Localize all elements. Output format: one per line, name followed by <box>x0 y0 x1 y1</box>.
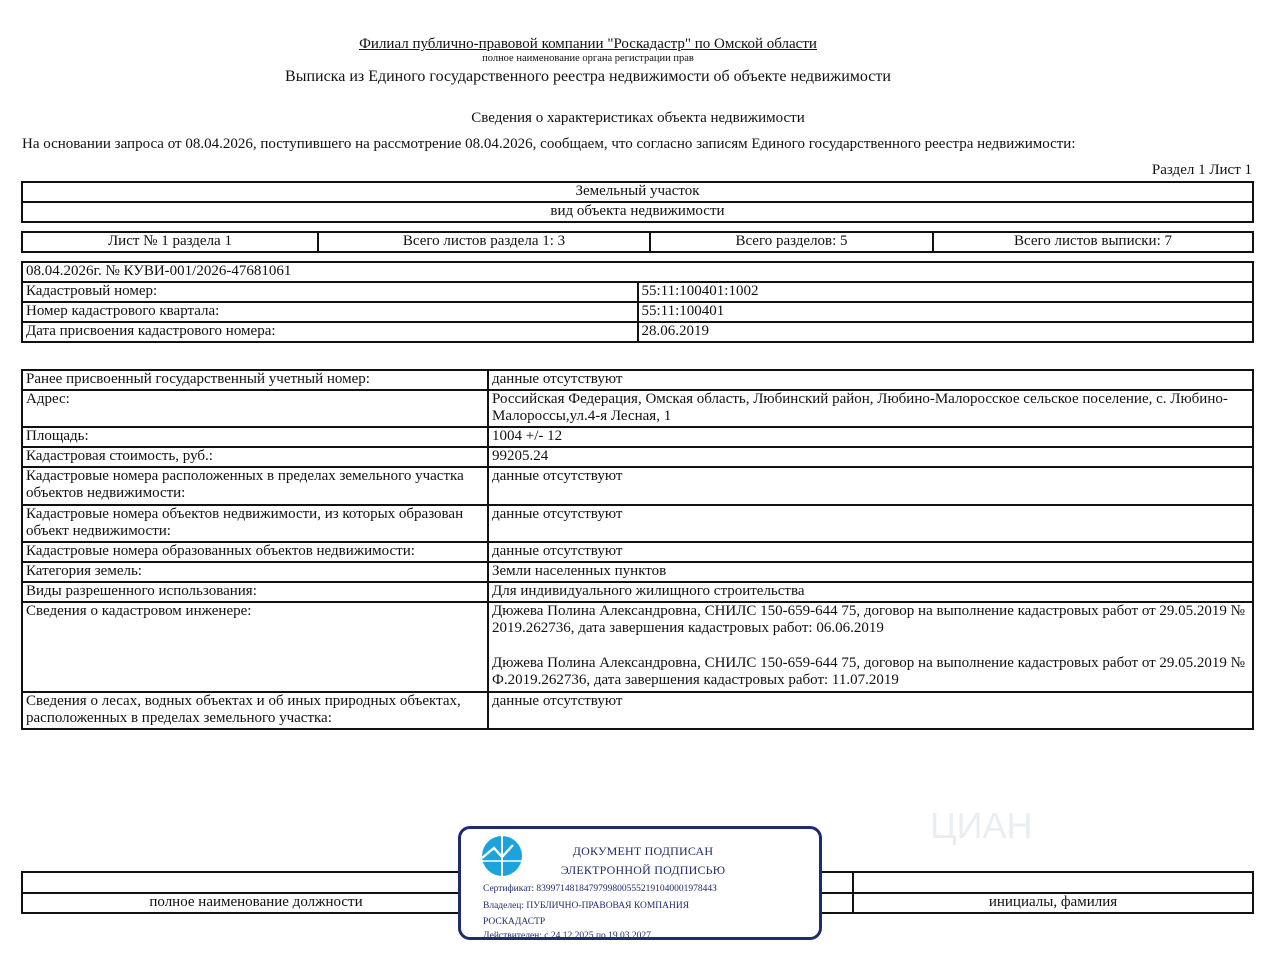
position-caption: полное наименование должности <box>22 893 490 913</box>
total-sheets: Всего листов выписки: 7 <box>933 232 1253 252</box>
registration-number: 08.04.2026г. № КУВИ-001/2026-47681061 <box>22 262 1253 282</box>
table-row <box>22 505 1253 542</box>
table-row <box>22 390 1253 427</box>
row-value: 1004 +/- 12 <box>488 427 1253 447</box>
position-field <box>22 872 490 893</box>
table-row <box>22 467 1253 505</box>
table-row <box>22 282 1253 302</box>
table-row <box>22 322 1253 342</box>
object-type-table <box>21 181 1254 223</box>
row-value <box>488 602 1253 692</box>
doc-title: Выписка из Единого государственного реестра недвижимости об объекте недвижимости <box>285 68 891 85</box>
details-table <box>21 369 1254 730</box>
row-label: Номер кадастрового квартала: <box>22 302 638 322</box>
row-value: Для индивидуального жилищного строительства <box>488 582 1253 602</box>
table-row <box>22 427 1253 447</box>
total-sections: Всего разделов: 5 <box>650 232 933 252</box>
table-row <box>22 562 1253 582</box>
row-value: данные отсутствуют <box>488 467 1253 505</box>
engineer-record-2: Дюжева Полина Александровна, СНИЛС 150-659-644 75, договор на выполнение кадастровых работ от 29.05.2019 № Ф.2019.262736, дата завершения кадастровых работ: 11.07.2019 <box>492 655 1245 688</box>
intro-text: На основании запроса от 08.04.2026, поступившего на рассмотрение 08.04.2026, сообщаем, что согласно записям Единого государственного реестра недвижимости: <box>22 136 1076 152</box>
org-name: Филиал публично-правовой компании "Роскадастр" по Омской области <box>359 36 817 52</box>
row-value: данные отсутствуют <box>488 505 1253 542</box>
row-label: Адрес: <box>22 390 488 427</box>
row-label: Сведения о кадастровом инженере: <box>22 602 488 692</box>
registration-table <box>21 261 1254 343</box>
row-value: Земли населенных пунктов <box>488 562 1253 582</box>
section-ref: Раздел 1 Лист 1 <box>1151 162 1252 178</box>
row-label: Кадастровые номера объектов недвижимости, из которых образован объект недвижимости: <box>22 505 488 542</box>
row-value: Российская Федерация, Омская область, Любинский район, Любино-Малоросское сельское поселение, с. Любино-Малороссы,ул.4-я Лесная, 1 <box>488 390 1253 427</box>
row-label: Категория земель: <box>22 562 488 582</box>
row-label: Ранее присвоенный государственный учетный номер: <box>22 370 488 390</box>
stamp-owner-name: РОСКАДАСТР <box>483 917 546 927</box>
table-row <box>22 302 1253 322</box>
row-value: 28.06.2019 <box>638 322 1254 342</box>
row-label: Дата присвоения кадастрового номера: <box>22 322 638 342</box>
name-field <box>853 872 1253 893</box>
row-label: Кадастровые номера расположенных в пределах земельного участка объектов недвижимости: <box>22 467 488 505</box>
name-caption: инициалы, фамилия <box>853 893 1253 913</box>
stamp-validity: Действителен: с 24.12.2025 по 19.03.2027 <box>483 931 651 941</box>
row-value: данные отсутствуют <box>488 370 1253 390</box>
engineer-record-1: Дюжева Полина Александровна, СНИЛС 150-659-644 75, договор на выполнение кадастровых работ от 29.05.2019 № 2019.262736, дата завершения кадастровых работ: 06.06.2019 <box>492 603 1245 636</box>
row-label: Виды разрешенного использования: <box>22 582 488 602</box>
row-value: 55:11:100401:1002 <box>638 282 1254 302</box>
sheets-table <box>21 231 1254 253</box>
table-row <box>22 582 1253 602</box>
stamp-owner: Владелец: ПУБЛИЧНО-ПРАВОВАЯ КОМПАНИЯ <box>483 901 690 911</box>
sheet-number: Лист № 1 раздела 1 <box>22 232 318 252</box>
table-row <box>22 542 1253 562</box>
row-value: 99205.24 <box>488 447 1253 467</box>
object-type: Земельный участок <box>22 182 1253 202</box>
object-type-caption: вид объекта недвижимости <box>22 202 1253 222</box>
row-label: Площадь: <box>22 427 488 447</box>
row-label: Сведения о лесах, водных объектах и об иных природных объектах, расположенных в пределах земельного участка: <box>22 692 488 729</box>
row-value: данные отсутствуют <box>488 692 1253 729</box>
row-value: 55:11:100401 <box>638 302 1254 322</box>
table-row <box>22 447 1253 467</box>
stamp-line-2: ЭЛЕКТРОННОЙ ПОДПИСЬЮ <box>560 863 726 877</box>
row-label: Кадастровые номера образованных объектов недвижимости: <box>22 542 488 562</box>
watermark-text: ЦИАН <box>930 805 1033 846</box>
row-label: Кадастровая стоимость, руб.: <box>22 447 488 467</box>
table-row <box>22 602 1253 692</box>
org-caption: полное наименование органа регистрации прав <box>482 53 694 64</box>
stamp-certificate: Сертификат: 8399714818479799800555219104000197844З <box>483 884 717 894</box>
section-title: Сведения о характеристиках объекта недвижимости <box>471 110 805 126</box>
e-signature-stamp <box>458 826 822 940</box>
row-label: Кадастровый номер: <box>22 282 638 302</box>
table-row <box>22 370 1253 390</box>
stamp-line-1: ДОКУМЕНТ ПОДПИСАН <box>572 844 714 858</box>
row-value: данные отсутствуют <box>488 542 1253 562</box>
table-row <box>22 692 1253 729</box>
sheets-in-section: Всего листов раздела 1: 3 <box>318 232 650 252</box>
